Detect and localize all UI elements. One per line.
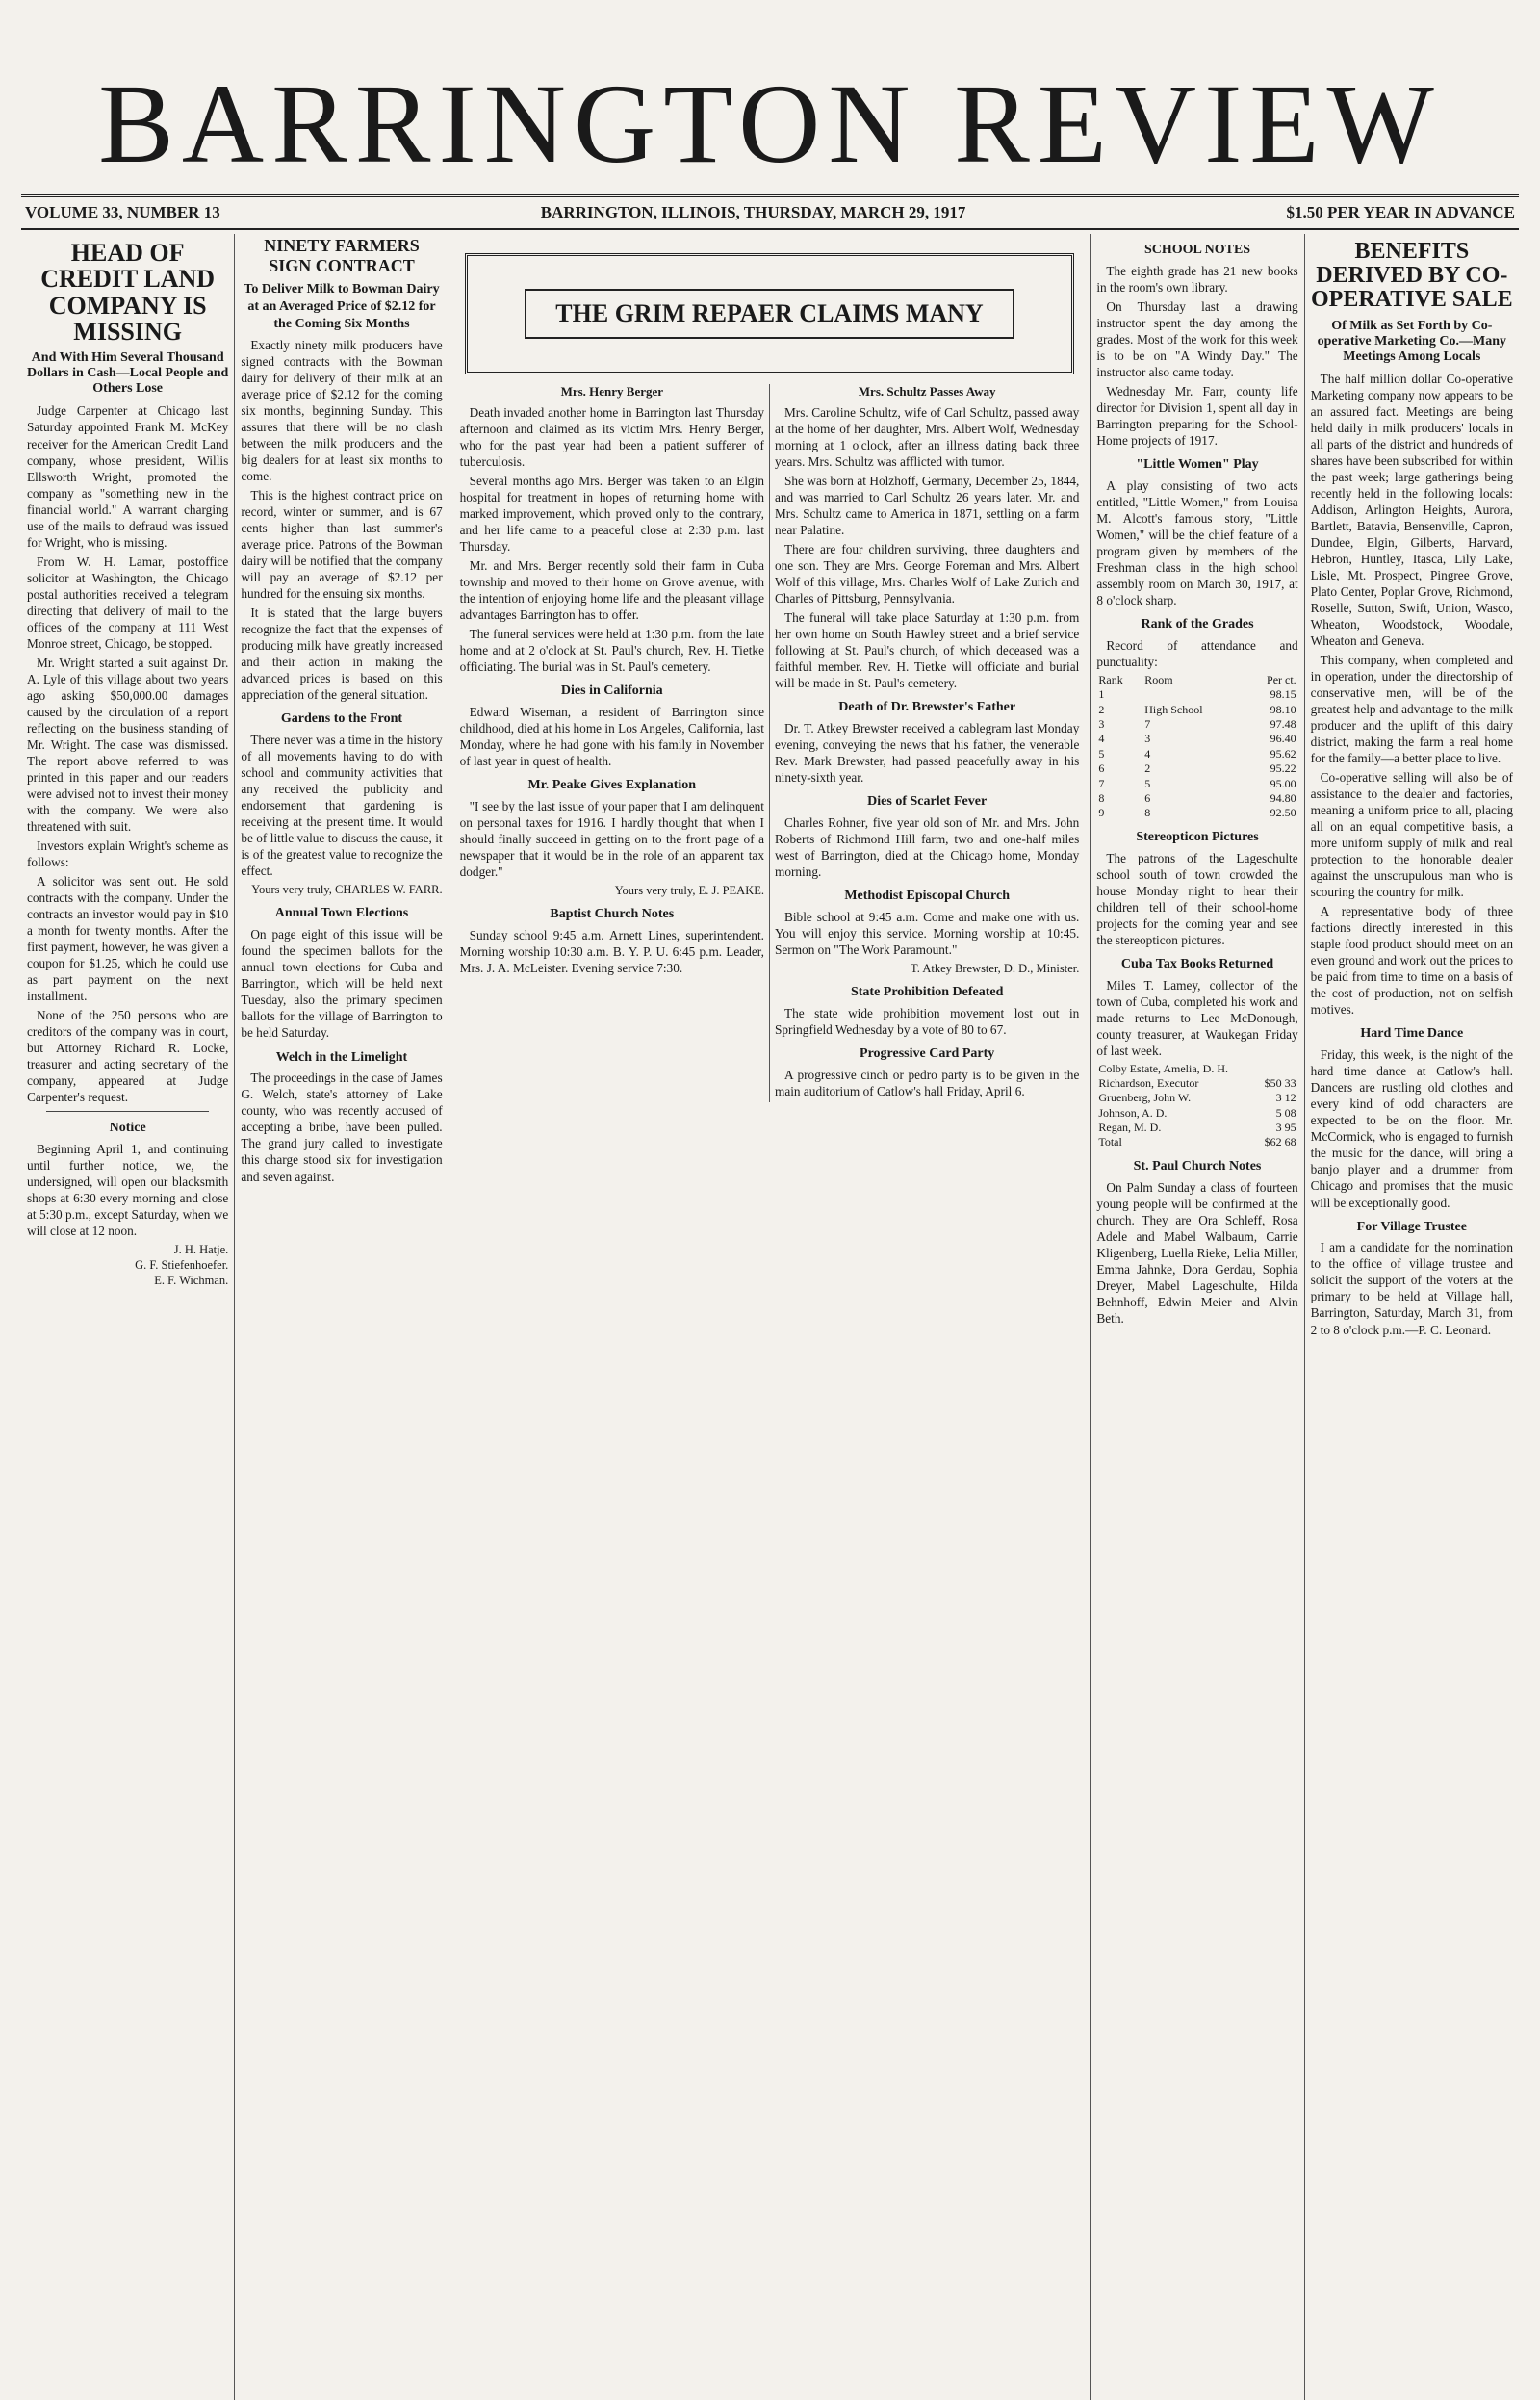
tax-name: Johnson, A. D. [1098, 1105, 1168, 1120]
room-cell: 4 [1144, 746, 1151, 761]
article-paragraph: I am a candidate for the nomination to the office of village trustee and solicit the support of the voters at the primary to be held at Village hall, Barrington, Saturday, March 31, from 2 to 8 o'clock p.m.—P. C. Leonard. [1310, 1240, 1513, 1337]
obituary-subcolumns [455, 384, 1085, 1102]
tax-table [1096, 1062, 1297, 1150]
article-paragraph: A play consisting of two acts entitled, "Little Women," from Louisa M. Alcott's famous story, "Little Women," will be the chief feature of a program given by members of the Freshman class in the high school assembly room on March 30, 1917, at 8 o'clock sharp. [1096, 477, 1298, 608]
rank-cell: 6 [1098, 761, 1105, 776]
divider [46, 1111, 209, 1112]
section-heading: Progressive Card Party [860, 1045, 995, 1061]
column-school-notes [1091, 234, 1304, 2400]
rank-cell: 2 [1098, 702, 1105, 716]
table-row [1096, 761, 1297, 776]
rank-cell: 5 [1098, 746, 1105, 761]
headline-credit-land: HEAD OF CREDIT LAND COMPANY IS MISSING [40, 239, 216, 346]
table-row [1096, 703, 1297, 717]
rank-cell: 8 [1098, 790, 1105, 805]
article-paragraph: The proceedings in the case of James G. Welch, state's attorney of Lake county, who was recently accused of accepting a bribe, have been pulled. The grand jury called to investigate this charge stood six for investigation and seven against. [241, 1071, 443, 1184]
room-cell: 3 [1144, 732, 1151, 746]
percent-cell: 98.10 [1270, 702, 1296, 716]
banner-title: THE GRIM REPAER CLAIMS MANY [525, 289, 1014, 340]
section-heading: Rank of the Grades [1141, 617, 1254, 632]
article-paragraph: Mr. Wright started a suit against Dr. A. Lyle of this village about two years ago asking $50,000.00 damages caused by the circulation of a report reflecting on the business standing of Mr. Wright. The case was dismissed. The report above referred to was printed in this paper and our readers were advised not to invest their money with the company. We were also threatened with suit. [27, 655, 229, 834]
article-paragraph: There never was a time in the history of all movements having to do with school and community activities that any received the publicity and endorsement that gardening is receiving at the present time. It would be of little value to discuss the cause, it is of the greatest value to recognize the effect. [241, 733, 443, 879]
obituary-left [455, 384, 770, 1102]
article-paragraph: None of the 250 persons who are creditors of the company was in court, but Attorney Richard R. Locke, treasurer and acting secretary of the company, appeared at Judge Carpenter's request. [27, 1008, 229, 1105]
room-cell: 2 [1144, 761, 1151, 776]
percent-cell: 95.22 [1270, 761, 1296, 776]
article-paragraph: Edward Wiseman, a resident of Barrington since childhood, died at his home in Los Angeles, California, last Monday, where he had gone with his family in November of last year in quest of health. [459, 704, 764, 768]
section-heading: Annual Town Elections [274, 906, 409, 921]
article-paragraph: She was born at Holzhoff, Germany, December 25, 1844, and was married to Carl Schultz 26 years later. Mr. and Mrs. Schultz came to America in 1871, settling on a farm near Palatine. [774, 473, 1080, 537]
article-paragraph: Investors explain Wright's scheme as follows: [27, 838, 229, 869]
rank-intro: Record of attendance and punctuality: [1096, 638, 1298, 670]
article-paragraph: On page eight of this issue will be found the specimen ballots for the annual town elections for Cuba and Barrington, which will be held next Tuesday, also the primary specimen ballots for the village of Barrington to be held Saturday. [241, 927, 443, 1041]
notice-heading: Notice [109, 1121, 146, 1136]
notice-signature: E. F. Wichman. [154, 1274, 229, 1288]
article-paragraph: This is the highest contract price on record, winter or summer, and is 67 cents higher than last summer's average price. Patrons of the Bowman dairy will be notified that the company will pay an average of $2.12 per hundred for the ensuing six months. [241, 488, 443, 602]
tax-name: Total [1098, 1135, 1122, 1149]
table-row [1096, 732, 1297, 746]
article-paragraph: It is stated that the large buyers recognize the fact that the expenses of producing milk have greatly increased and their action in making the advanced prices is based on this appreciation of the general situation. [241, 606, 443, 703]
article-paragraph: Wednesday Mr. Farr, county life director for Division 1, spent all day in Barrington preparing for the School-Home projects of 1917. [1096, 384, 1298, 449]
section-heading: Gardens to the Front [280, 711, 403, 727]
subhead-farmers: To Deliver Milk to Bowman Dairy at an Averaged Price of $2.12 for the Coming Six Months [244, 282, 440, 332]
rank-header: Room [1144, 673, 1173, 687]
rank-header-row [1096, 673, 1297, 687]
article-paragraph: The state wide prohibition movement lost out in Springfield Wednesday by a vote of 80 to 67. [774, 1005, 1080, 1037]
article-paragraph: A progressive cinch or pedro party is to be given in the main auditorium of Catlow's hall Friday, April 6. [774, 1067, 1080, 1098]
table-row [1096, 1091, 1297, 1105]
article-paragraph: The funeral will take place Saturday at 1:30 p.m. from her own home on South Hawley street and a brief service following at St. Paul's church, of which deceased was a faithful member. Rev. H. Tietke will officiate and burial will be made in St. Paul's cemetery. [774, 609, 1080, 690]
article-paragraph: Mr. and Mrs. Berger recently sold their farm in Cuba township and moved to their home on Grove avenue, with the intention of enjoying home life and the pleasant village advantages Barrington has to offer. [459, 557, 764, 622]
article-paragraph: There are four children surviving, three daughters and one son. They are Mrs. George Foreman and Mrs. Albert Wolf of this village, Mrs. Charles Wolf of Lake Zurich and Charles of Pittsburg, Pennsylvania. [774, 541, 1080, 606]
section-heading: "Little Women" Play [1136, 457, 1259, 473]
signature: Yours very truly, E. J. PEAKE. [614, 883, 764, 897]
table-row [1096, 806, 1297, 820]
headline-cooperative: BENEFITS DERIVED BY CO-OPERATIVE SALE [1311, 239, 1513, 313]
room-cell: 5 [1144, 776, 1151, 790]
section-heading: Hard Time Dance [1360, 1026, 1464, 1042]
table-row [1096, 717, 1297, 732]
section-heading: State Prohibition Defeated [850, 984, 1004, 999]
section-heading: Cuba Tax Books Returned [1120, 956, 1274, 971]
tax-amount: 3 95 [1275, 1121, 1296, 1135]
article-paragraph: Exactly ninety milk producers have signed contracts with the Bowman dairy for delivery of their milk at an average price of $2.12 for the coming six months, beginning Sunday. This assures that there will be no clash between the milk producers and the big dealers for at least six months to come. [241, 338, 443, 484]
room-cell: 7 [1144, 717, 1151, 732]
table-row [1096, 1121, 1297, 1135]
section-heading: For Village Trustee [1356, 1219, 1467, 1234]
section-heading: Welch in the Limelight [275, 1049, 408, 1065]
article-paragraph: "I see by the last issue of your paper that I am delinquent on personal taxes for 1916. I hardly thought that when I should finally succeed in getting on to the front page of a newspaper that it would be in the role of an apparent tax dodger." [459, 798, 764, 879]
percent-cell: 92.50 [1270, 806, 1296, 820]
newspaper-page [21, 13, 1519, 2343]
tax-amount: 3 12 [1275, 1091, 1296, 1105]
rank-header: Rank [1098, 673, 1123, 687]
tax-amount: $62 68 [1264, 1135, 1296, 1149]
article-paragraph: Mrs. Caroline Schultz, wife of Carl Schultz, passed away at the home of her daughter, Mrs. Albert Wolf, Wednesday morning at 1 o'clock, after an illness dating back three years. Mrs. Schultz was afflicted with tumor. [774, 404, 1080, 469]
article-paragraph: Miles T. Lamey, collector of the town of Cuba, completed his work and made returns to Lee McDonough, county treasurer, at Waukegan Friday of last week. [1096, 977, 1298, 1058]
rank-cell: 9 [1098, 806, 1105, 820]
article-paragraph: The half million dollar Co-operative Marketing company now appears to be an assured fact. Meetings are being held daily in milk producers' locals in all parts of the district and hundreds of shares have been subscribed for within the past week; large gatherings being recently held in the following locals: Addison, Arlington Heights, Aurora, Bartlett, Batavia, Bensenville, Capron, Dundee, Elgin, Gilberts, Harvard, Hebron, Huntley, Itasca, Lily Lake, Lisle, Mt. Prospect, Pingree Grove, Plato Center, Poplar Grove, Richmond, Roselle, Sutton, Swift, Union, Wasco, Wheaton, Woodstock, Woodale, Wheaton and Geneva. [1310, 371, 1513, 649]
article-paragraph: The funeral services were held at 1:30 p.m. from the late home and at 2 o'clock at St. Paul's church, Rev. H. Tietke officiating. The burial was in St. Paul's cemetery. [459, 626, 764, 674]
section-heading: Mr. Peake Gives Explanation [527, 777, 697, 792]
dateline [21, 194, 1519, 230]
article-paragraph: On Palm Sunday a class of fourteen young people will be confirmed at the church. They are Ora Schleff, Rosa Adele and Mabel Walbaum, Carrie Kligenberg, Luella Rieke, Lelia Miller, Emma Jahnke, Dora Gerdau, Sophia Dreyer, Mabel Lageschulte, Hilda Behnhoff, Edwin Meier and Alvin Beth. [1096, 1179, 1298, 1326]
rank-cell: 3 [1098, 717, 1105, 732]
table-row [1096, 747, 1297, 761]
place-date: BARRINGTON, ILLINOIS, THURSDAY, MARCH 29, 1917 [540, 203, 966, 221]
obituary-right [770, 384, 1084, 1102]
tax-name: Gruenberg, John W. [1098, 1091, 1192, 1105]
column-farmers [235, 234, 449, 2400]
rank-table [1096, 673, 1297, 821]
headline-farmers: NINETY FARMERS SIGN CONTRACT [264, 236, 420, 275]
article-paragraph: This company, when completed and in operation, under the directorship of conservative men, will be of the greatest help and advantage to the milk producer and the uplift of this dairy district, making the farm a real home for the family—a better place to live. [1310, 653, 1513, 766]
tax-name: Regan, M. D. [1098, 1121, 1162, 1135]
percent-cell: 95.00 [1270, 776, 1296, 790]
article-paragraph: From W. H. Lamar, postoffice solicitor at Washington, the Chicago postal authorities received a telegram directing that delivery of mail to the offices of the company at 111 West Monroe street, Chicago, be stopped. [27, 554, 229, 651]
obituary-caption: Mrs. Schultz Passes Away [858, 384, 996, 399]
table-row [1096, 1135, 1297, 1149]
table-row [1096, 687, 1297, 702]
columns [21, 234, 1519, 2400]
percent-cell: 95.62 [1270, 746, 1296, 761]
room-cell: High School [1144, 702, 1203, 716]
signature: T. Atkey Brewster, D. D., Minister. [911, 961, 1080, 975]
article-paragraph: Charles Rohner, five year old son of Mr. and Mrs. John Roberts of Richmond Hill farm, two and one-half miles west of Barrington, died at the Chicago home, Monday morning. [774, 814, 1080, 879]
notice-text: Beginning April 1, and continuing until further notice, we, the undersigned, will open our blacksmith shops at 6:30 every morning and close at 5:30 p.m., except Saturday, when we will close at 12 noon. [27, 1142, 229, 1239]
article-paragraph: Dr. T. Atkey Brewster received a cablegram last Monday evening, conveying the news that his father, the venerable Rev. Mark Brewster, had passed peacefully away in his ninety-sixth year. [774, 720, 1080, 785]
percent-cell: 97.48 [1270, 717, 1296, 732]
headline-school-notes: SCHOOL NOTES [1143, 243, 1251, 257]
table-row [1096, 1076, 1297, 1091]
section-heading: Dies of Scarlet Fever [867, 793, 988, 809]
section-heading: St. Paul Church Notes [1133, 1158, 1262, 1174]
section-heading: Methodist Episcopal Church [844, 888, 1010, 903]
subhead-cooperative: Of Milk as Set Forth by Co-operative Marketing Co.—Many Meetings Among Locals [1317, 318, 1506, 364]
obituary-banner [465, 253, 1075, 374]
room-cell: 6 [1144, 790, 1151, 805]
section-heading: Baptist Church Notes [550, 906, 675, 921]
room-cell [1142, 687, 1244, 702]
article-paragraph: Several months ago Mrs. Berger was taken to an Elgin hospital for treatment in hopes of returning home with marked improvement, which proved only to the contrary, and her life came to a peaceful close at 2:30 p.m. last Thursday. [459, 473, 764, 554]
column-credit-land [21, 234, 235, 2400]
article-paragraph: On Thursday last a drawing instructor spent the day among the grades. Most of the work for this week is to be on "A Windy Day." The instructor also came today. [1096, 298, 1298, 379]
subscription-price: $1.50 PER YEAR IN ADVANCE [1286, 203, 1515, 221]
notice-signature: J. H. Hatje. [173, 1243, 229, 1257]
section-heading: Death of Dr. Brewster's Father [838, 699, 1016, 714]
article-paragraph: Sunday school 9:45 a.m. Arnett Lines, superintendent. Morning worship 10:30 a.m. B. Y. P. U. 6:45 p.m. Leader, Mrs. J. A. McLeister. Evening service 7:30. [459, 927, 764, 975]
percent-cell: 96.40 [1270, 732, 1296, 746]
percent-cell: 98.15 [1270, 687, 1296, 702]
article-paragraph: The patrons of the Lageschulte school south of town crowded the house Monday night to hear their children tell of their school-home projects for the coming year and see the stereopticon pictures. [1096, 850, 1298, 947]
table-row [1096, 1106, 1297, 1121]
rank-header: Per ct. [1267, 673, 1296, 687]
rank-cell: 7 [1098, 776, 1105, 790]
tax-amount [1256, 1062, 1298, 1076]
tax-amount: $50 33 [1264, 1075, 1296, 1090]
table-row [1096, 1062, 1297, 1076]
center-obituaries [449, 234, 1091, 2400]
article-paragraph: A representative body of three factions directly interested in this staple food product should meet on an even ground and work out the prices to be paid from time to time on a basis of the cost of production, not on selfish motives. [1310, 904, 1513, 1018]
section-heading: Stereopticon Pictures [1136, 829, 1259, 844]
obituary-caption: Mrs. Henry Berger [560, 384, 664, 399]
room-cell: 8 [1144, 806, 1151, 820]
percent-cell: 94.80 [1270, 790, 1296, 805]
tax-name: Richardson, Executor [1098, 1075, 1199, 1090]
table-row [1096, 791, 1297, 806]
tax-amount: 5 08 [1275, 1105, 1296, 1120]
masthead: BARRINGTON REVIEW [98, 61, 1442, 187]
section-heading: Dies in California [560, 683, 663, 698]
signature: Yours very truly, CHARLES W. FARR. [251, 883, 443, 897]
column-cooperative [1305, 234, 1519, 2400]
article-paragraph: Friday, this week, is the night of the hard time dance at Catlow's hall. Dancers are rustling old clothes and every kind of odd characters are expected to be on the floor. Mr. McCormick, who is engaged to furnish the music for the dance, will bring a banjo player and a drummer from Chicago and promises that the music will be exceptionally good. [1310, 1047, 1513, 1210]
volume-number: VOLUME 33, NUMBER 13 [25, 203, 220, 221]
article-paragraph: Death invaded another home in Barrington last Thursday afternoon and claimed as its victim Mrs. Henry Berger, who for the past year had been a patient sufferer of tuberculosis. [459, 404, 764, 469]
tax-name: Colby Estate, Amelia, D. H. [1098, 1061, 1229, 1075]
rank-cell: 1 [1098, 687, 1105, 702]
subhead-credit-land: And With Him Several Thousand Dollars in Cash—Local People and Others Lose [27, 350, 229, 397]
table-row [1096, 777, 1297, 791]
rank-cell: 4 [1098, 732, 1105, 746]
article-paragraph: A solicitor was sent out. He sold contracts with the company. Under the contracts an investor would pay in $10 a month for twenty months. After the first payment, however, he was given a coupon for $1.25, which he could use as part payment on the next installment. [27, 873, 229, 1004]
notice-signature: G. F. Stiefenhoefer. [135, 1258, 229, 1273]
article-paragraph: Bible school at 9:45 a.m. Come and make one with us. You will enjoy this service. Morning worship at 10:45. Sermon on "The Work Paramount." [774, 909, 1080, 957]
article-paragraph: Co-operative selling will also be of assistance to the dealer and factories, meaning a uniform price to all, placing all on an equal competitive basis, a more uniform supply of milk and real protection to the honorable dealer against the unscrupulous man who is scouring the country for milk. [1310, 770, 1513, 900]
article-paragraph: The eighth grade has 21 new books in the room's own library. [1096, 263, 1298, 295]
article-paragraph: Judge Carpenter at Chicago last Saturday appointed Frank M. McKey receiver for the American Credit Land company, whose president, Willis Ellsworth Wright, promoted the company as "something new in the financial world." A warrant charging use of the mails to defraud was issued for Wright, who is missing. [27, 403, 229, 550]
